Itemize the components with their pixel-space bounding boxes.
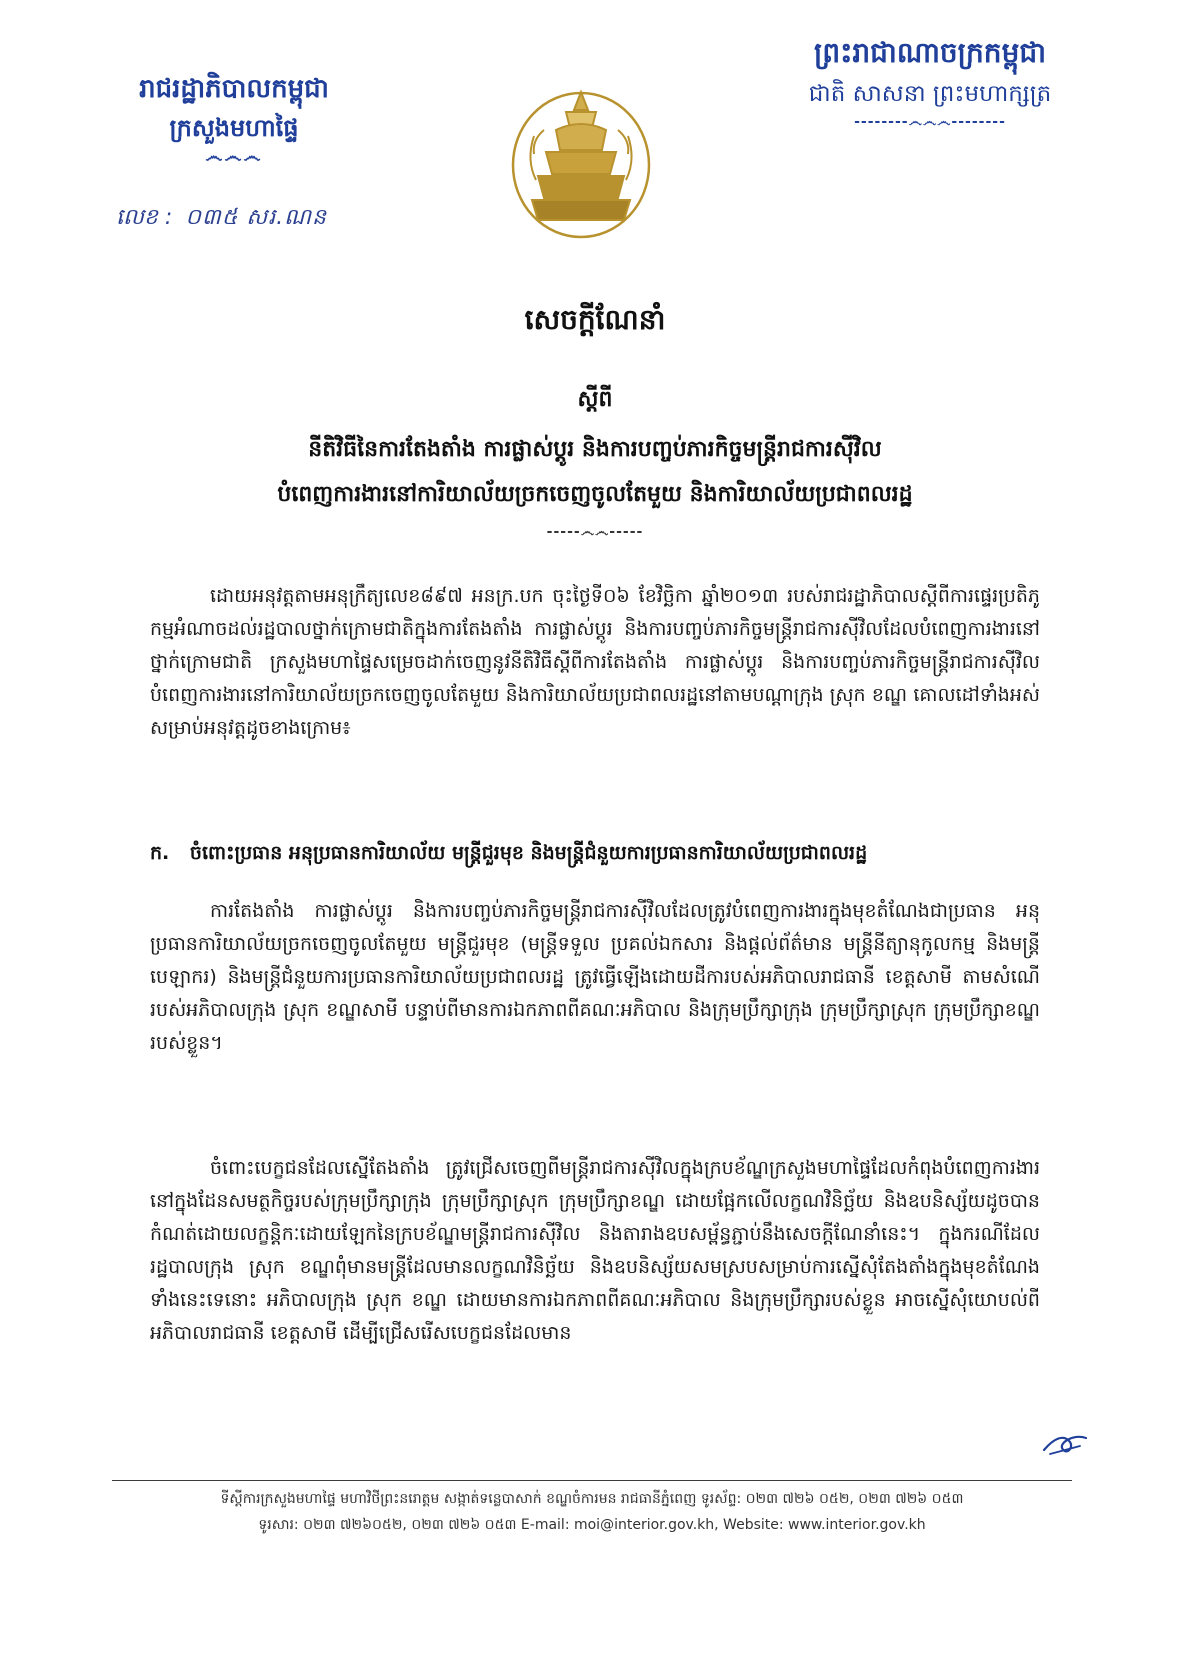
motto-divider: --------෴෴෴--------: [854, 114, 1006, 130]
ministry-name: ក្រសួងមហាផ្ទៃ: [169, 114, 299, 142]
intro-text: ដោយអនុវត្តតាមអនុក្រឹត្យលេខ៨៩៧ អនក្រ.បក ចុះថ្ងៃទី០៦ ខែវិច្ឆិកា ឆ្នាំ២០១៣ របស់រាជរដ្ឋាភិបាលស្តីពីការផ្ទេរប្រតិភូកម្មអំណាចដល់រដ្ឋបាលថ្នាក់ក្រោមជាតិក្នុងការតែងតាំង ការផ្លាស់ប្តូរ និងការបញ្ចប់ភារកិច្ចមន្ត្រីរាជការស៊ីវិលដែលបំពេញការងារនៅថ្នាក់ក្រោមជាតិ ក្រសួងមហាផ្ទៃសម្រេចដាក់ចេញនូវនីតិវិធីស្តីពីការតែងតាំង ការផ្លាស់ប្តូរ និងការបញ្ចប់ភារកិច្ចមន្ត្រីរាជការស៊ីវិលបំពេញការងារនៅការិយាល័យច្រកចេញចូលតែមួយ និងការិយាល័យប្រជាពលរដ្ឋនៅតាមបណ្តាក្រុង ស្រុក ខណ្ឌ គោលដៅទាំងអស់ សម្រាប់អនុវត្តដូចខាងក្រោម៖: [150, 585, 1040, 739]
title-divider: -----෴෴-----: [546, 524, 644, 540]
royal-emblem-icon: [506, 70, 656, 240]
subject-line-1: នីតិវិធីនៃការតែងតាំង ការផ្លាស់ប្តូរ និងការបញ្ចប់ភារកិច្ចមន្ត្រីរាជការស៊ីវិល: [308, 437, 882, 462]
subject-line-2: បំពេញការងារនៅការិយាល័យច្រកចេញចូលតែមួយ និងការិយាល័យប្រជាពលរដ្ឋ: [277, 482, 913, 507]
reference-label: លេខ :: [116, 205, 173, 230]
kingdom-header: [770, 34, 1090, 130]
footer-address: ទីស្តីការក្រសួងមហាផ្ទៃ មហាវិថីព្រះនរោត្តម សង្កាត់ទន្លេបាសាក់ ខណ្ឌចំការមន រាជធានីភ្នំពេញ ទូរស័ព្ទ: ០២៣ ៧២៦ ០៥២, ០២៣ ៧២៦ ០៥៣: [220, 1491, 964, 1507]
ministry-header: [104, 72, 364, 166]
section-heading: [150, 838, 1040, 868]
reference-number: [116, 203, 327, 235]
section-title: ចំពោះប្រធាន អនុប្រធានការិយាល័យ មន្ត្រីជួរមុខ និងមន្ត្រីជំនួយការប្រធានការិយាល័យប្រជាពលរដ្ឋ: [189, 842, 868, 864]
signature-icon: [1040, 1424, 1090, 1464]
national-motto: ជាតិ សាសនា ព្រះមហាក្សត្រ: [808, 81, 1052, 107]
paragraph-candidates-text: ចំពោះបេក្ខជនដែលស្នើតែងតាំង ត្រូវជ្រើសចេញពីមន្ត្រីរាជការស៊ីវិលក្នុងក្របខ័ណ្ឌក្រសួងមហាផ្ទៃដែលកំពុងបំពេញការងារនៅក្នុងដែនសមត្ថកិច្ចរបស់ក្រុមប្រឹក្សាក្រុង ក្រុមប្រឹក្សាស្រុក ក្រុមប្រឹក្សាខណ្ឌ ដោយផ្អែកលើលក្ខណវិនិច្ឆ័យ និងឧបនិស្ស័យដូចបានកំណត់ដោយលក្ខន្តិកៈដោយឡែកនៃក្របខ័ណ្ឌមន្ត្រីរាជការស៊ីវិល និងតារាងឧបសម្ព័ន្ធភ្ជាប់នឹងសេចក្តីណែនាំនេះ។ ក្នុងករណីដែលរដ្ឋបាលក្រុង ស្រុក ខណ្ឌពុំមានមន្ត្រីដែលមានលក្ខណវិនិច្ឆ័យ និងឧបនិស្ស័យសមស្របសម្រាប់ការស្នើសុំតែងតាំងក្នុងមុខតំណែងទាំងនេះទេនោះ អភិបាលក្រុង ស្រុក ខណ្ឌ ដោយមានការឯកភាពពីគណៈអភិបាល និងក្រុមប្រឹក្សារបស់ខ្លួន អាចស្នើសុំយោបល់ពីអភិបាលរាជធានី ខេត្តសាមី ដើម្បីជ្រើសរើសបេក្ខជនដែលមាន: [150, 1157, 1040, 1344]
paragraph-appointment-text: ការតែងតាំង ការផ្លាស់ប្តូរ និងការបញ្ចប់ភារកិច្ចមន្ត្រីរាជការស៊ីវិលដែលត្រូវបំពេញការងារក្នុងមុខតំណែងជាប្រធាន អនុប្រធានការិយាល័យច្រកចេញចូលតែមួយ មន្ត្រីជួរមុខ (មន្ត្រីទទួល ប្រគល់ឯកសារ និងផ្តល់ព័ត៌មាន មន្ត្រីនីត្យានុកូលកម្ម និងមន្ត្រីបេឡាករ) និងមន្ត្រីជំនួយការប្រធានការិយាល័យប្រជាពលរដ្ឋ ត្រូវធ្វើឡើងដោយដីការបស់អភិបាលរាជធានី ខេត្តសាមី តាមសំណើរបស់អភិបាលក្រុង ស្រុក ខណ្ឌសាមី បន្ទាប់ពីមានការឯកភាពពីគណៈអភិបាល និងក្រុមប្រឹក្សាក្រុង ក្រុមប្រឹក្សាស្រុក ក្រុមប្រឹក្សាខណ្ឌរបស់ខ្លួន។: [150, 900, 1040, 1054]
header-flourish: ෴෴෴: [205, 146, 263, 167]
section-letter: ក.: [150, 842, 170, 864]
kingdom-name: ព្រះរាជាណាចក្រកម្ពុជា: [813, 36, 1046, 69]
intro-paragraph: [150, 580, 1040, 745]
footer-contact: ទូរសារ: ០២៣ ៧២៦០៥២, ០២៣ ៧២៦ ០៥៣ E-mail: moi@interior.gov.kh, Website: www.interior.gov.kh: [258, 1517, 926, 1533]
reference-value: ០៣៥ សរ.ណន: [185, 205, 327, 230]
paragraph-candidates: [150, 1152, 1040, 1350]
government-name: រាជរដ្ឋាភិបាលកម្ពុជា: [139, 74, 329, 104]
footer-divider: [112, 1480, 1072, 1481]
about-label: ស្តីពី: [577, 387, 613, 412]
paragraph-appointment: [150, 895, 1040, 1060]
document-type: សេចក្តីណែនាំ: [524, 303, 666, 336]
